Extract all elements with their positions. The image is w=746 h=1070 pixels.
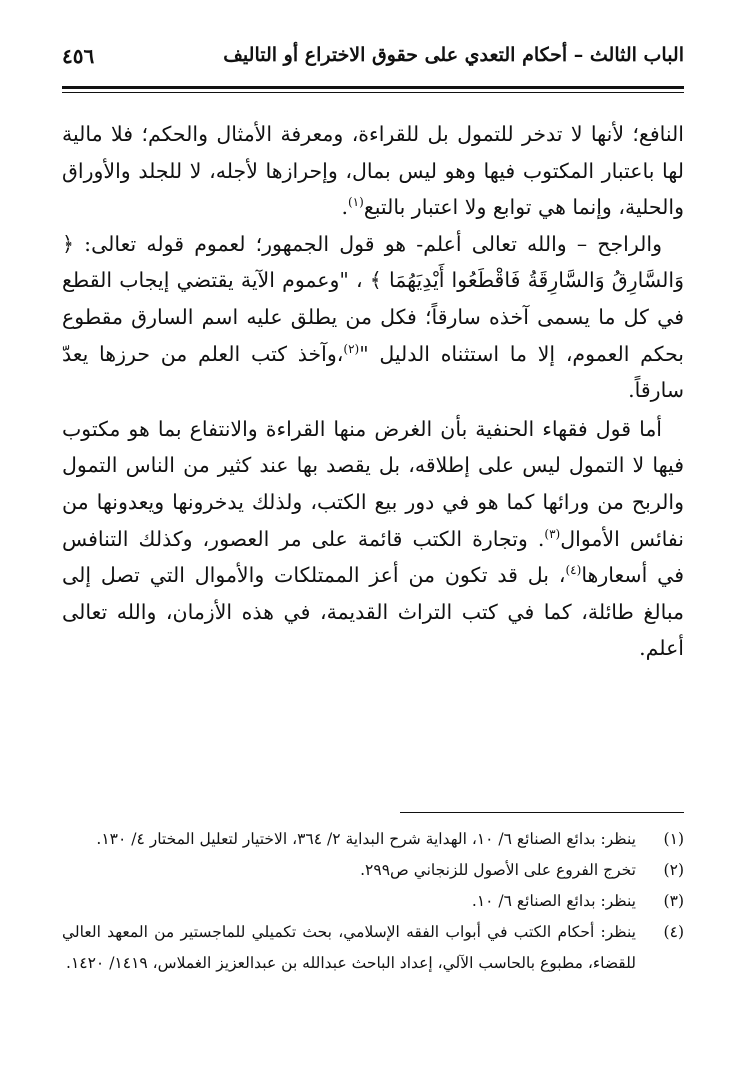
footnote-ref-4: (٤) bbox=[565, 563, 582, 578]
main-text bbox=[62, 116, 684, 667]
footnote-ref-1: (١) bbox=[347, 195, 364, 210]
footnote-number: (١) bbox=[663, 830, 684, 848]
footnote-4 bbox=[62, 917, 684, 979]
paragraph-2-end: ،وآخذ كتب العلم من حرزها يعدّ سارقاً. bbox=[62, 341, 684, 403]
running-header bbox=[62, 44, 684, 84]
paragraph-1-text: النافع؛ لأنها لا تدخر للتمول بل للقراءة، ومعرفة الأمثال والحكم؛ فلا مالية لها باعتبار المكتوب فيها وهو ليس بمال، وإحرازها لأجله، لا للجلد والأوراق والحلية، وإنما هي توابع ولا اعتبار بالتبع bbox=[62, 122, 684, 220]
footnote-text: ينظر: أحكام الكتب في أبواب الفقه الإسلامي، بحث تكميلي للماجستير من المعهد العالي للقضاء، مطبوع بالحاسب الآلي، إعداد الباحث عبدالله بن عبدالعزيز الغملاس، ١٤١٩/ ١٤٢٠. bbox=[62, 923, 636, 972]
paragraph-3 bbox=[62, 411, 684, 667]
header-rule-thick bbox=[62, 86, 684, 89]
footnote-3 bbox=[62, 886, 684, 917]
footnote-2 bbox=[62, 855, 684, 886]
paragraph-3-text-a: أما قول فقهاء الحنفية بأن الغرض منها القراءة والانتفاع بما هو مكتوب فيها لا التمول ليس على إطلاقه، بل يقصد بها عند كثير من الناس التمول والربح من ورائها كما هو في دور بيع الكتب، ولذلك يدخرونها ويعدونها من نفائس الأموال bbox=[62, 416, 684, 551]
footnote-text: ينظر: بدائع الصنائع ٦/ ١٠. bbox=[471, 892, 636, 910]
footnote-ref-3: (٣) bbox=[544, 526, 561, 541]
footnote-ref-2: (٢) bbox=[343, 341, 360, 356]
footnote-1 bbox=[62, 824, 684, 855]
footnotes bbox=[62, 824, 684, 979]
footnote-separator bbox=[400, 812, 684, 813]
header-rule-thin bbox=[62, 92, 684, 93]
footnote-text: تخرج الفروع على الأصول للزنجاني ص٢٩٩. bbox=[360, 861, 636, 879]
footnote-number: (٣) bbox=[663, 892, 684, 910]
paragraph-2-text: والراجح – والله تعالى أعلم- هو قول الجمهور؛ لعموم قوله تعالى: ﴿ وَالسَّارِقُ وَالسَّارِقَةُ فَاقْطَعُوا أَيْدِيَهُمَا ﴾ ، "وعموم الآية يقتضي إيجاب القطع في كل ما يسمى آخذه سارقاً؛ فكل من يطلق عليه اسم السارق مقطوع بحكم العموم، إلا ما استثناه الدليل " bbox=[62, 231, 685, 366]
chapter-title: الباب الثالث – أحكام التعدي على حقوق الاختراع أو التاليف bbox=[223, 44, 684, 66]
paragraph-3-text-c: ، بل قد تكون من أعز الممتلكات والأموال التي تصل إلى مبالغ طائلة، كما في كتب التراث القديمة، في هذه الأزمان، والله تعالى أعلم. bbox=[62, 563, 684, 661]
paragraph-1 bbox=[62, 116, 684, 226]
footnote-number: (٤) bbox=[663, 923, 684, 941]
paragraph-1-end: . bbox=[341, 195, 348, 220]
paragraph-3-text-b: . وتجارة الكتب قائمة على مر العصور، وكذلك التنافس في أسعارها bbox=[62, 526, 685, 588]
footnote-text: ينظر: بدائع الصنائع ٦/ ١٠، الهداية شرح البداية ٢/ ٣٦٤، الاختيار لتعليل المختار ٤/ ١٣٠. bbox=[96, 830, 636, 848]
paragraph-2 bbox=[62, 226, 684, 409]
page-number: ٤٥٦ bbox=[62, 44, 95, 68]
footnote-number: (٢) bbox=[663, 861, 684, 879]
